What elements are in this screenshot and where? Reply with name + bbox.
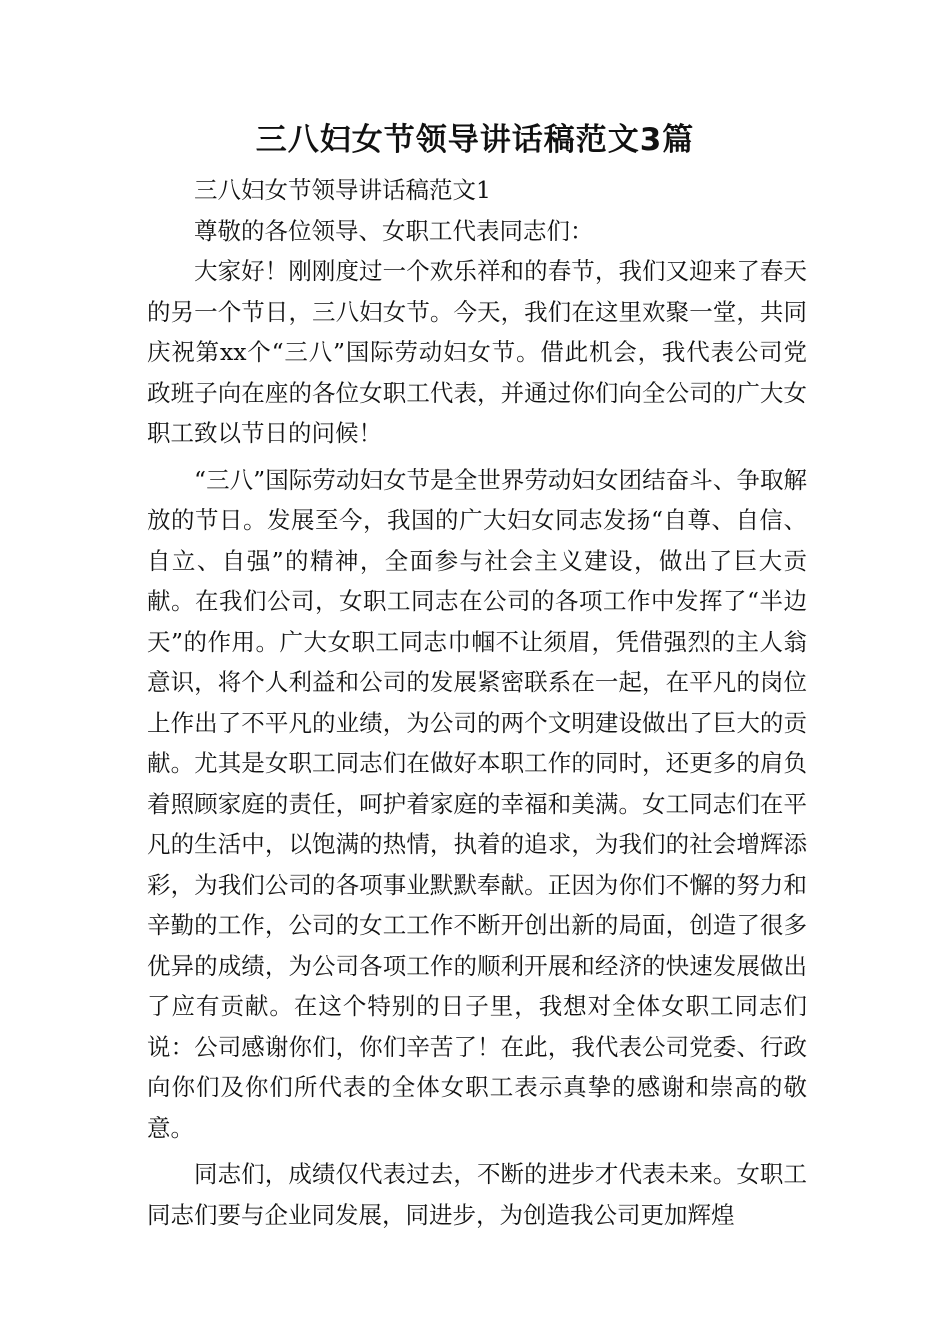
body-paragraph: “三八”国际劳动妇女节是全世界劳动妇女团结奋斗、争取解放的节日。发展至今，我国的广大妇女同志发扬“自尊、自信、自立、自强”的精神，全面参与社会主义建设，做出了巨大贡献。在我们公司，女职工同志在公司的各项工作中发挥了“半边天”的作用。广大女职工同志巾帼不让须眉，凭借强烈的主人翁意识，将个人利益和公司的发展紧密联系在一起，在平凡的岗位上作出了不平凡的业绩，为公司的两个文明建设做出了巨大的贡献。尤其是女职工同志们在做好本职工作的同时，还更多的肩负着照顾家庭的责任，呵护着家庭的幸福和美满。女工同志们在平凡的生活中，以饱满的热情，执着的追求，为我们的社会增辉添彩，为我们公司的各项事业默默奉献。正因为你们不懈的努力和辛勤的工作，公司的女工工作不断开创出新的局面，创造了很多优异的成绩，为公司各项工作的顺利开展和经济的快速发展做出了应有贡献。在这个特别的日子里，我想对全体女职工同志们说：公司感谢你们，你们辛苦了！在此，我代表公司党委、行政向你们及你们所代表的全体女职工表示真挚的感谢和崇高的敬意。 [147, 465, 807, 1142]
body-paragraph: 大家好！刚刚度过一个欢乐祥和的春节，我们又迎来了春天的另一个节日，三八妇女节。今天，我们在这里欢聚一堂，共同庆祝第xx个“三八”国际劳动妇女节。借此机会，我代表公司党政班子向在座的各位女职工代表，并通过你们向全公司的广大女职工致以节日的问候！ [147, 257, 807, 447]
document-body [147, 170, 807, 1235]
salutation: 尊敬的各位领导、女职工代表同志们： [194, 216, 594, 245]
document-title: 三八妇女节领导讲话稿范文3篇 [255, 122, 695, 158]
body-paragraph: 同志们，成绩仅代表过去，不断的进步才代表未来。女职工同志们要与企业同发展，同进步，为创造我公司更加辉煌 [147, 1160, 807, 1229]
section-heading: 三八妇女节领导讲话稿范文1 [194, 176, 491, 204]
